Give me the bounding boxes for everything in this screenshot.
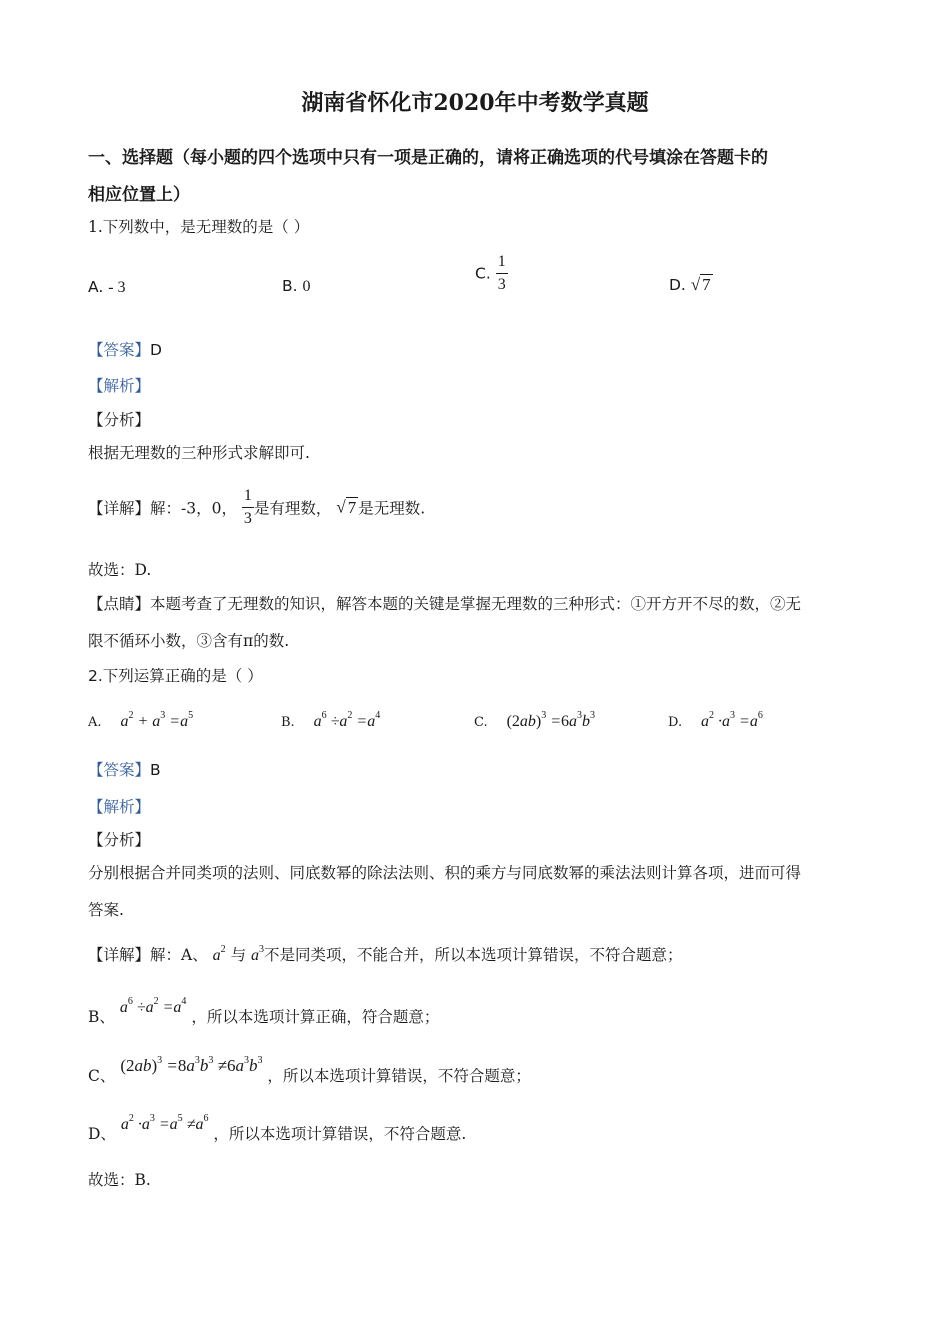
square-root: [336, 497, 358, 517]
q2-fenxi-line1: 分别根据合并同类项的法则、同底数幂的除法法则、积的乘方与同底数幂的乘法法则计算各项，进而可得: [88, 864, 802, 882]
option-value: - 3: [108, 279, 126, 296]
page-title: 湖南省怀化市2020年中考数学真题: [301, 90, 649, 116]
q2-stem: 2.下列运算正确的是（ ）: [88, 667, 263, 685]
q1-stem: 1.下列数中，是无理数的是（ ）: [88, 218, 310, 236]
option-letter: D.: [668, 715, 683, 730]
q2-option-b: [281, 712, 380, 731]
answer-tag: 【答案】: [88, 761, 151, 779]
fraction-numerator: 1: [243, 487, 252, 504]
math-expression: $(2ab)^3 =8a^3b^3 \ne 6a^3b^3$: [120, 1055, 263, 1075]
option-letter: C.: [474, 715, 488, 730]
detail-label: C、: [88, 1067, 116, 1085]
math-expression: $(2ab)^3 =6a^3b^3$: [506, 710, 596, 730]
q2-option-c: [474, 712, 595, 731]
q2-option-a: [88, 712, 193, 731]
fraction-denominator: 3: [243, 510, 252, 527]
answer-value: B: [150, 761, 161, 779]
q2-detail-b: [88, 995, 440, 1026]
section-heading-line2: 相应位置上）: [88, 185, 190, 205]
fraction-bar: [496, 273, 508, 274]
detail-text: ，所以本选项计算正确，符合题意；: [191, 1008, 440, 1026]
q2-answer: [88, 758, 161, 780]
dianjing-text: 本题考查了无理数的知识，解答本题的关键是掌握无理数的三种形式：①开方开不尽的数，②无: [150, 595, 802, 613]
q2-option-d: [668, 712, 763, 731]
fraction-numerator: 1: [497, 253, 506, 270]
q1-analysis-tag: 【解析】: [88, 377, 151, 395]
detail-text-a: 解：-3，0，: [150, 499, 237, 518]
fraction-denominator: 3: [497, 276, 506, 293]
detail-label: B、: [88, 1008, 115, 1026]
q2-choose: 故选：B.: [88, 1171, 151, 1189]
math-expression: $a^2 + a^3 =a^5$: [120, 710, 194, 730]
detail-text: ，所以本选项计算错误，不符合题意.: [213, 1125, 467, 1143]
detail-text-b: 是有理数，: [253, 499, 332, 518]
q1-option-c: [475, 253, 508, 294]
radicand: 7: [702, 275, 711, 294]
option-letter: D.: [669, 276, 686, 294]
q1-choose: 故选：D.: [88, 561, 152, 579]
option-letter: B.: [281, 715, 295, 730]
radicand: 7: [347, 497, 357, 517]
q1-fenxi-text: 根据无理数的三种形式求解即可.: [88, 444, 310, 462]
radical-sign: √: [336, 497, 346, 517]
q1-answer: [88, 338, 162, 360]
q1-fenxi-tag: 【分析】: [88, 411, 151, 429]
radical-sign: √: [690, 275, 701, 294]
option-value: 0: [302, 278, 311, 295]
q2-detail-d: [88, 1112, 467, 1143]
q2-fenxi-line2: 答案.: [88, 901, 124, 919]
answer-value: D: [150, 341, 162, 359]
q1-detail: [88, 487, 425, 528]
math-expression: $a^2 \cdot a^3 =a^5 \ne a^6$: [120, 1113, 209, 1133]
fraction-bar: [242, 507, 254, 508]
math-expression: $a^3$: [251, 944, 265, 964]
detail-text-c: 是无理数.: [358, 499, 426, 518]
math-expression: $a^6 \div a^2 =a^4$: [119, 996, 187, 1016]
detail-text: 与: [230, 946, 247, 964]
q1-option-b: [282, 277, 311, 296]
fraction: [496, 253, 508, 294]
math-expression: $a^2 \cdot a^3 =a^6$: [701, 710, 763, 730]
detail-text: 解：A、: [150, 946, 208, 964]
q1-option-d: [669, 275, 713, 295]
section-heading-line1: 一、选择题（每小题的四个选项中只有一项是正确的，请将正确选项的代号填涂在答题卡的: [88, 148, 768, 168]
detail-label: D、: [88, 1125, 116, 1143]
option-letter: A.: [88, 715, 102, 730]
fraction: [242, 487, 254, 528]
dianjing-tag: 【点睛】: [88, 595, 151, 613]
q2-analysis-tag: 【解析】: [88, 798, 151, 816]
answer-tag: 【答案】: [88, 341, 151, 359]
q1-option-a: [88, 278, 126, 297]
math-expression: $a^2$: [212, 944, 226, 964]
q2-detail-c: [88, 1054, 531, 1085]
option-letter: C.: [475, 264, 491, 283]
option-letter: B.: [282, 277, 298, 295]
q2-fenxi-tag: 【分析】: [88, 831, 151, 849]
q2-detail-a: [88, 943, 683, 965]
detail-text: ，所以本选项计算错误，不符合题意；: [267, 1067, 531, 1085]
option-letter: A.: [88, 278, 104, 296]
square-root: [691, 274, 713, 294]
q1-dianjing-line1: [88, 592, 801, 614]
detail-tag: 【详解】: [88, 946, 151, 964]
math-expression: $a^6 \div a^2 =a^4$: [313, 710, 381, 730]
q1-dianjing-line2: 限不循环小数，③含有π的数.: [88, 632, 290, 650]
detail-tag: 【详解】: [88, 499, 151, 518]
detail-text: 不是同类项，不能合并，所以本选项计算错误，不符合题意；: [264, 946, 683, 964]
